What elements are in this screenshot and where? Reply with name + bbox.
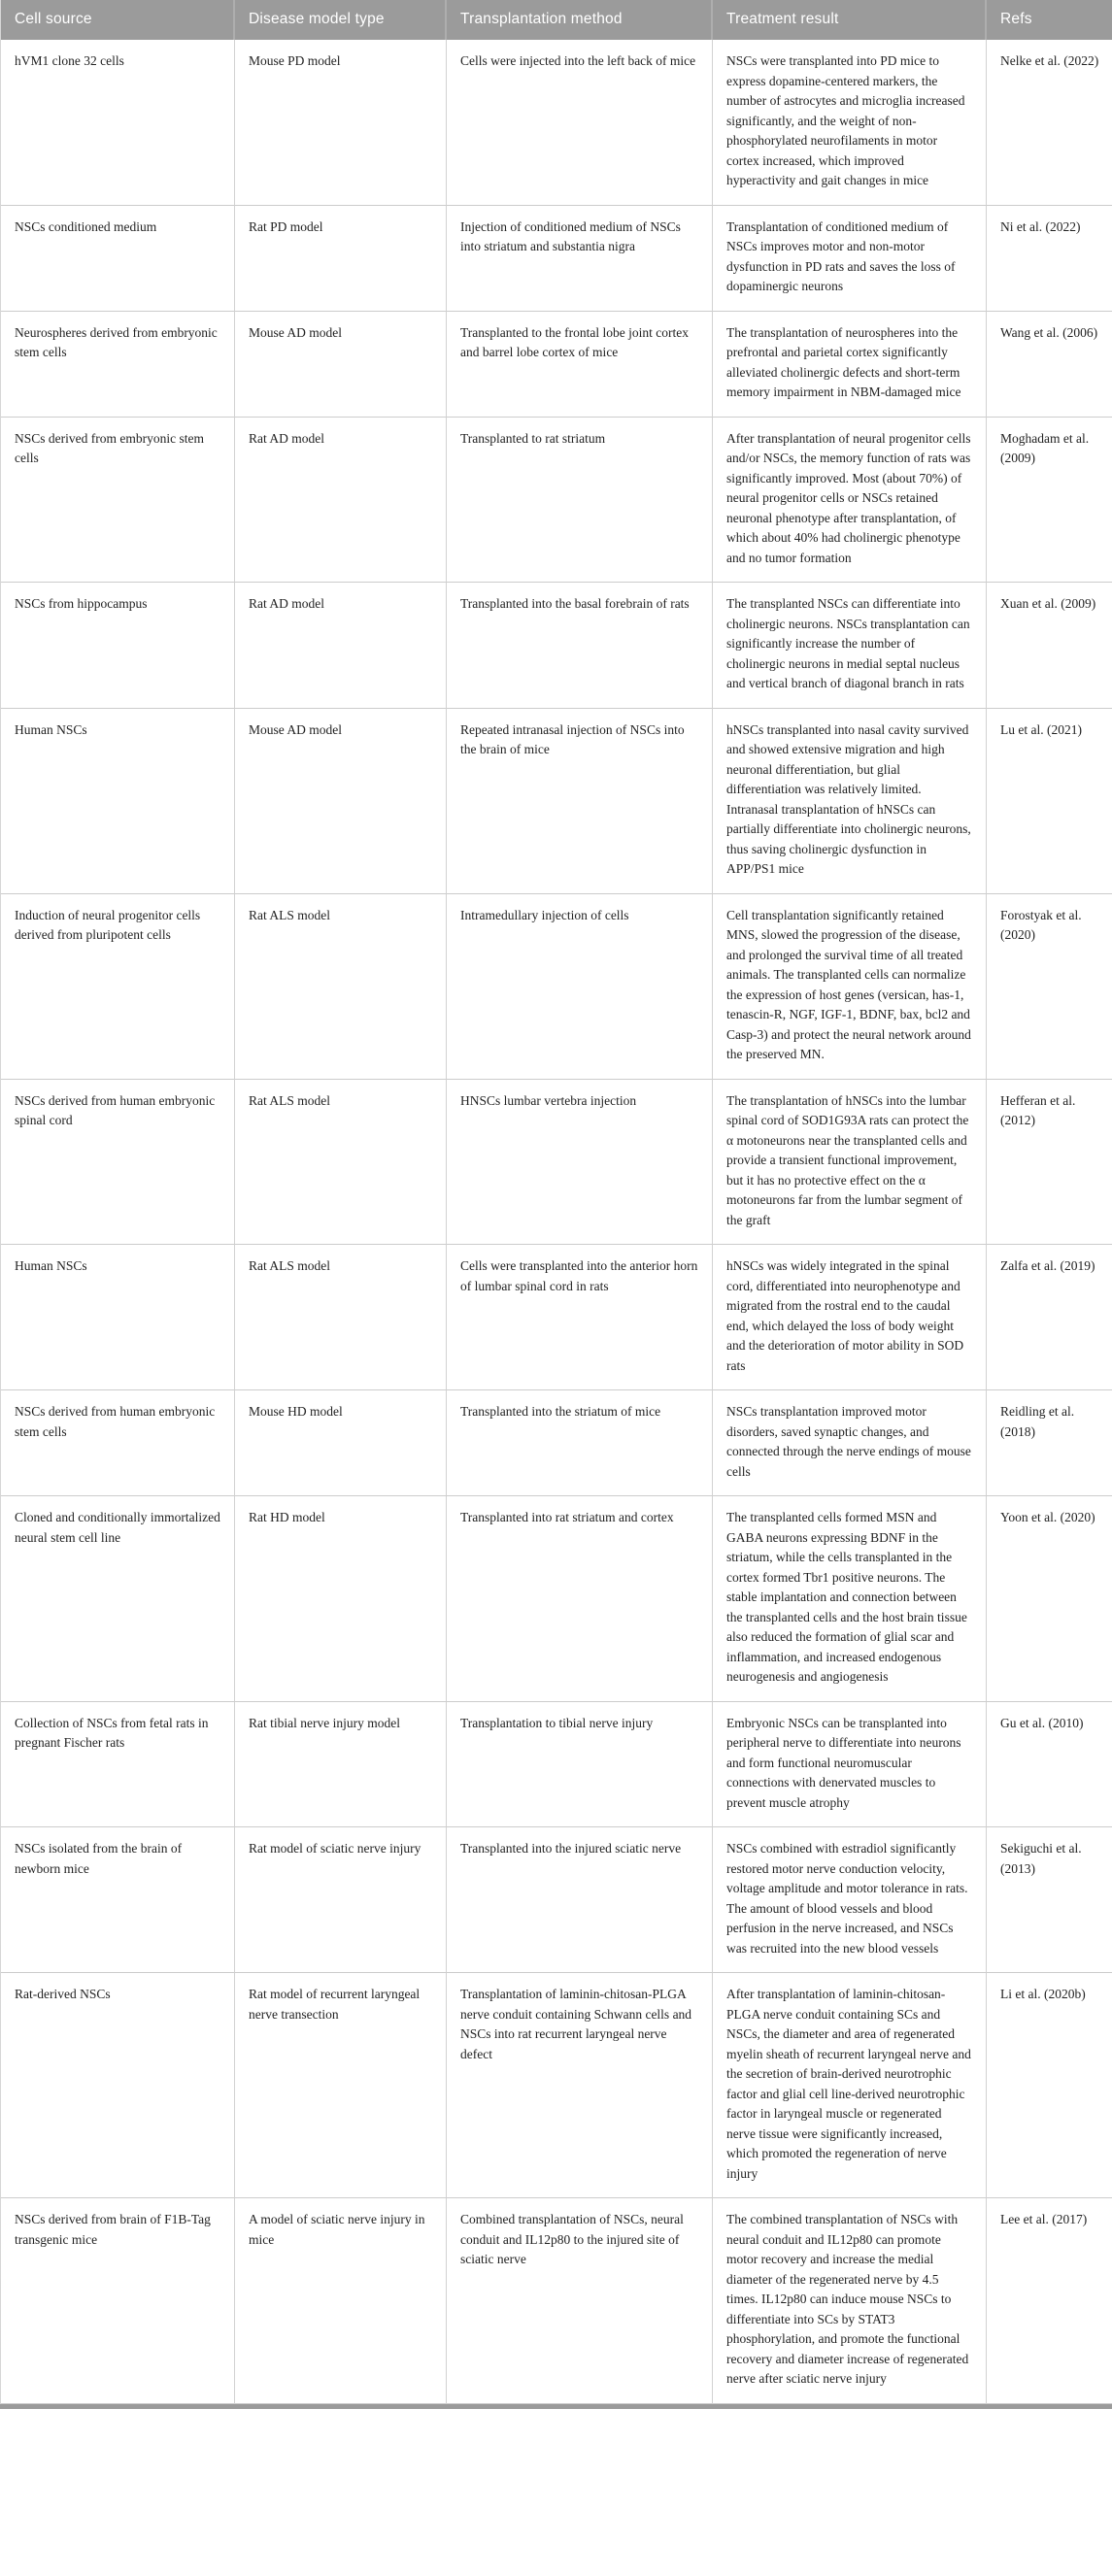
refs-cell: Yoon et al. (2020) xyxy=(987,1496,1112,1702)
disease-model-cell: Mouse PD model xyxy=(235,40,447,206)
disease-model-cell: Rat HD model xyxy=(235,1496,447,1702)
refs-cell: Xuan et al. (2009) xyxy=(987,583,1112,709)
transplantation-method-cell: Transplanted into the striatum of mice xyxy=(447,1390,713,1496)
refs-cell: Sekiguchi et al. (2013) xyxy=(987,1827,1112,1973)
treatment-result-cell: The transplantation of neurospheres into the prefrontal and parietal cortex significantly alleviated cholinergic defects and short-term memory impairment in NBM-damaged mice xyxy=(713,312,987,418)
refs-cell: Reidling et al. (2018) xyxy=(987,1390,1112,1496)
treatment-result-cell: The transplanted NSCs can differentiate into cholinergic neurons. NSCs transplantation can significantly increase the number of cholinergic neurons in medial septal nucleus and vertical branch of diagonal branch in rats xyxy=(713,583,987,709)
column-header-refs: Refs xyxy=(987,0,1112,40)
table-row xyxy=(1,709,1112,894)
treatment-result-cell: NSCs transplantation improved motor disorders, saved synaptic changes, and connected through the nerve endings of mouse cells xyxy=(713,1390,987,1496)
refs-cell: Hefferan et al. (2012) xyxy=(987,1080,1112,1246)
treatment-result-cell: Embryonic NSCs can be transplanted into peripheral nerve to differentiate into neurons and form functional neuromuscular connections with denervated muscles to prevent muscle atrophy xyxy=(713,1702,987,1828)
disease-model-cell: A model of sciatic nerve injury in mice xyxy=(235,2198,447,2404)
cell-source-cell: Neurospheres derived from embryonic stem cells xyxy=(1,312,235,418)
cell-source-cell: NSCs from hippocampus xyxy=(1,583,235,709)
table-body xyxy=(1,40,1112,2404)
transplantation-method-cell: Transplanted into the injured sciatic nerve xyxy=(447,1827,713,1973)
disease-model-cell: Rat PD model xyxy=(235,206,447,312)
column-header-transplantation-method: Transplantation method xyxy=(447,0,713,40)
refs-cell: Zalfa et al. (2019) xyxy=(987,1245,1112,1390)
disease-model-cell: Rat ALS model xyxy=(235,894,447,1080)
table-row xyxy=(1,2198,1112,2404)
disease-model-cell: Rat AD model xyxy=(235,583,447,709)
table-row xyxy=(1,1973,1112,2198)
disease-model-cell: Rat tibial nerve injury model xyxy=(235,1702,447,1828)
table-footer-bar xyxy=(0,2404,1112,2409)
disease-model-cell: Rat model of recurrent laryngeal nerve transection xyxy=(235,1973,447,2198)
treatment-result-cell: The combined transplantation of NSCs with neural conduit and IL12p80 can promote motor recovery and increase the medial diameter of the regenerated nerve by 4.5 times. IL12p80 can induce mouse NSCs to differentiate into SCs by STAT3 phosphorylation, and promote the functional recovery and diameter increase of regenerated nerve after sciatic nerve injury xyxy=(713,2198,987,2404)
transplantation-method-cell: Intramedullary injection of cells xyxy=(447,894,713,1080)
cell-source-cell: Rat-derived NSCs xyxy=(1,1973,235,2198)
cell-source-cell: hVM1 clone 32 cells xyxy=(1,40,235,206)
table-header xyxy=(1,0,1112,40)
table-row xyxy=(1,206,1112,312)
table-row xyxy=(1,1245,1112,1390)
treatment-result-cell: The transplanted cells formed MSN and GABA neurons expressing BDNF in the striatum, while the cells transplanted in the cortex formed Tbr1 positive neurons. The stable implantation and connection between the transplanted cells and the host brain tissue also reduced the formation of glial scar and inflammation, and increased endogenous neurogenesis and angiogenesis xyxy=(713,1496,987,1702)
disease-model-cell: Rat ALS model xyxy=(235,1245,447,1390)
table-row xyxy=(1,583,1112,709)
treatment-result-cell: Cell transplantation significantly retained MNS, slowed the progression of the disease, and prolonged the survival time of all treated animals. The transplanted cells can normalize the expression of host genes (versican, has-1, tenascin-R, NGF, IGF-1, BDNF, bax, bcl2 and Casp-3) and protect the neural network around the preserved MN. xyxy=(713,894,987,1080)
cell-source-cell: NSCs derived from human embryonic stem cells xyxy=(1,1390,235,1496)
treatment-result-cell: After transplantation of neural progenitor cells and/or NSCs, the memory function of rats was significantly improved. Most (about 70%) of neural progenitor cells or NSCs retained neuronal phenotype after transplantation, of which about 40% had cholinergic phenotype and no tumor formation xyxy=(713,418,987,584)
table-row xyxy=(1,1390,1112,1496)
column-header-disease-model-type: Disease model type xyxy=(235,0,447,40)
cell-source-cell: Induction of neural progenitor cells derived from pluripotent cells xyxy=(1,894,235,1080)
table-row xyxy=(1,40,1112,206)
header-row xyxy=(1,0,1112,40)
column-header-treatment-result: Treatment result xyxy=(713,0,987,40)
disease-model-cell: Mouse AD model xyxy=(235,312,447,418)
treatment-result-cell: The transplantation of hNSCs into the lumbar spinal cord of SOD1G93A rats can protect the α motoneurons near the transplanted cells and provide a transient functional improvement, but it has no protective effect on the α motoneurons far from the lumbar segment of the graft xyxy=(713,1080,987,1246)
transplantation-method-cell: HNSCs lumbar vertebra injection xyxy=(447,1080,713,1246)
treatment-result-cell: NSCs combined with estradiol significantly restored motor nerve conduction velocity, voltage amplitude and motor tolerance in rats. The amount of blood vessels and blood perfusion in the nerve increased, and NSCs was recruited into the new blood vessels xyxy=(713,1827,987,1973)
table-row xyxy=(1,418,1112,584)
transplantation-method-cell: Transplanted to the frontal lobe joint cortex and barrel lobe cortex of mice xyxy=(447,312,713,418)
table-row xyxy=(1,1702,1112,1828)
transplantation-method-cell: Transplanted into rat striatum and cortex xyxy=(447,1496,713,1702)
cell-source-cell: NSCs conditioned medium xyxy=(1,206,235,312)
refs-cell: Ni et al. (2022) xyxy=(987,206,1112,312)
refs-cell: Lee et al. (2017) xyxy=(987,2198,1112,2404)
transplantation-method-cell: Injection of conditioned medium of NSCs into striatum and substantia nigra xyxy=(447,206,713,312)
disease-model-cell: Mouse AD model xyxy=(235,709,447,894)
treatment-result-cell: After transplantation of laminin-chitosan-PLGA nerve conduit containing SCs and NSCs, the diameter and area of regenerated myelin sheath of recurrent laryngeal nerve and the secretion of brain-derived neurotrophic factor and glial cell line-derived neurotrophic factor in laryngeal muscle or regenerated nerve tissue were significantly increased, which promoted the regeneration of nerve injury xyxy=(713,1973,987,2198)
refs-cell: Moghadam et al. (2009) xyxy=(987,418,1112,584)
transplantation-method-cell: Repeated intranasal injection of NSCs into the brain of mice xyxy=(447,709,713,894)
refs-cell: Wang et al. (2006) xyxy=(987,312,1112,418)
refs-cell: Gu et al. (2010) xyxy=(987,1702,1112,1828)
treatment-result-cell: Transplantation of conditioned medium of NSCs improves motor and non-motor dysfunction in PD rats and saves the loss of dopaminergic neurons xyxy=(713,206,987,312)
table-row xyxy=(1,1080,1112,1246)
treatment-result-cell: hNSCs transplanted into nasal cavity survived and showed extensive migration and high neuronal differentiation, but glial differentiation was relatively limited. Intranasal transplantation of hNSCs can partially differentiate into cholinergic neurons, thus saving cholinergic dysfunction in APP/PS1 mice xyxy=(713,709,987,894)
disease-model-cell: Rat AD model xyxy=(235,418,447,584)
refs-cell: Forostyak et al. (2020) xyxy=(987,894,1112,1080)
transplantation-method-cell: Combined transplantation of NSCs, neural conduit and IL12p80 to the injured site of sciatic nerve xyxy=(447,2198,713,2404)
treatment-result-cell: hNSCs was widely integrated in the spinal cord, differentiated into neurophenotype and migrated from the rostral end to the caudal end, which delayed the loss of body weight and the deterioration of motor ability in SOD rats xyxy=(713,1245,987,1390)
table-row xyxy=(1,1496,1112,1702)
cell-source-cell: Cloned and conditionally immortalized neural stem cell line xyxy=(1,1496,235,1702)
refs-cell: Li et al. (2020b) xyxy=(987,1973,1112,2198)
disease-model-cell: Mouse HD model xyxy=(235,1390,447,1496)
cell-source-cell: Collection of NSCs from fetal rats in pregnant Fischer rats xyxy=(1,1702,235,1828)
transplantation-method-cell: Transplanted to rat striatum xyxy=(447,418,713,584)
cell-source-cell: Human NSCs xyxy=(1,709,235,894)
table-row xyxy=(1,894,1112,1080)
transplantation-method-cell: Transplanted into the basal forebrain of rats xyxy=(447,583,713,709)
table-row xyxy=(1,312,1112,418)
cell-source-cell: NSCs derived from brain of F1B-Tag transgenic mice xyxy=(1,2198,235,2404)
transplantation-method-cell: Cells were injected into the left back of mice xyxy=(447,40,713,206)
disease-model-cell: Rat ALS model xyxy=(235,1080,447,1246)
transplantation-method-cell: Cells were transplanted into the anterior horn of lumbar spinal cord in rats xyxy=(447,1245,713,1390)
refs-cell: Nelke et al. (2022) xyxy=(987,40,1112,206)
cell-source-cell: NSCs isolated from the brain of newborn mice xyxy=(1,1827,235,1973)
cell-source-cell: Human NSCs xyxy=(1,1245,235,1390)
transplantation-method-cell: Transplantation of laminin-chitosan-PLGA nerve conduit containing Schwann cells and NSCs into rat recurrent laryngeal nerve defect xyxy=(447,1973,713,2198)
cell-source-cell: NSCs derived from human embryonic spinal cord xyxy=(1,1080,235,1246)
treatment-result-cell: NSCs were transplanted into PD mice to express dopamine-centered markers, the number of astrocytes and microglia increased significantly, and the weight of non-phosphorylated neurofilaments in motor cortex increased, which improved hyperactivity and gait changes in mice xyxy=(713,40,987,206)
column-header-cell-source: Cell source xyxy=(1,0,235,40)
table-row xyxy=(1,1827,1112,1973)
refs-cell: Lu et al. (2021) xyxy=(987,709,1112,894)
cell-source-cell: NSCs derived from embryonic stem cells xyxy=(1,418,235,584)
transplantation-method-cell: Transplantation to tibial nerve injury xyxy=(447,1702,713,1828)
disease-model-cell: Rat model of sciatic nerve injury xyxy=(235,1827,447,1973)
